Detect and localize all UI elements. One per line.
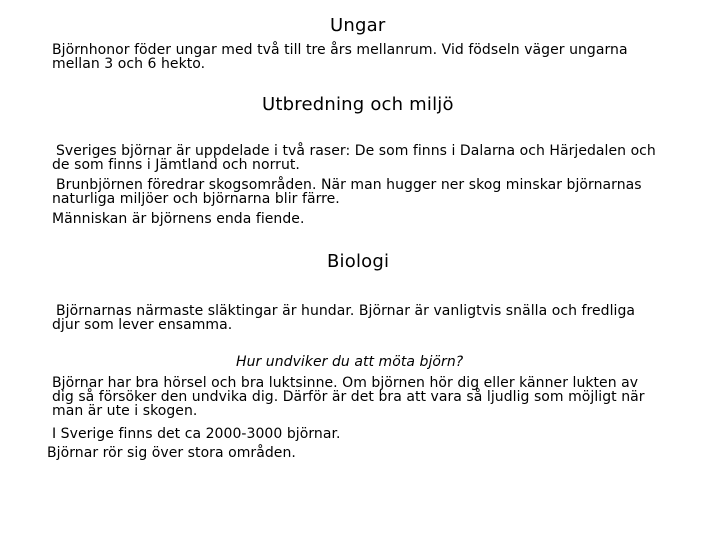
ungar-paragraph-line-2: mellan 3 och 6 hekto.: [52, 56, 206, 72]
biologi-paragraph-2-line-3: man är ute i skogen.: [52, 403, 198, 419]
biologi-paragraph-1-line-1: Björnarnas närmaste släktingar är hundar. Björnar är vanligtvis snälla och fredliga: [56, 303, 636, 319]
utbredning-paragraph-1-line-2: de som finns i Jämtland och norrut.: [52, 157, 300, 173]
biologi-question: Hur undviker du att möta björn?: [236, 354, 464, 370]
utbredning-paragraph-3: Människan är björnens enda fiende.: [52, 211, 305, 227]
heading-utbredning: Utbredning och miljö: [262, 94, 454, 115]
utbredning-paragraph-1-line-1: Sveriges björnar är uppdelade i två raser: De som finns i Dalarna och Härjedalen och: [56, 143, 656, 159]
biologi-paragraph-2-line-1: Björnar har bra hörsel och bra luktsinne. Om björnen hör dig eller känner lukten av: [52, 375, 639, 391]
utbredning-paragraph-2-line-1: Brunbjörnen föredrar skogsområden. När man hugger ner skog minskar björnarnas: [56, 177, 642, 193]
biologi-paragraph-2-line-2: dig så försöker den undvika dig. Därför är det bra att vara så ljudlig som möjligt när: [52, 389, 645, 405]
biologi-paragraph-1-line-2: djur som lever ensamma.: [52, 317, 233, 333]
biologi-paragraph-4: Björnar rör sig över stora områden.: [47, 445, 296, 461]
biologi-paragraph-3: I Sverige finns det ca 2000-3000 björnar.: [52, 426, 341, 442]
ungar-paragraph-line-1: Björnhonor föder ungar med två till tre års mellanrum. Vid födseln väger ungarna: [52, 42, 628, 58]
heading-biologi: Biologi: [327, 251, 390, 272]
utbredning-paragraph-2-line-2: naturliga miljöer och björnarna blir färre.: [52, 191, 340, 207]
heading-ungar: Ungar: [330, 15, 386, 36]
